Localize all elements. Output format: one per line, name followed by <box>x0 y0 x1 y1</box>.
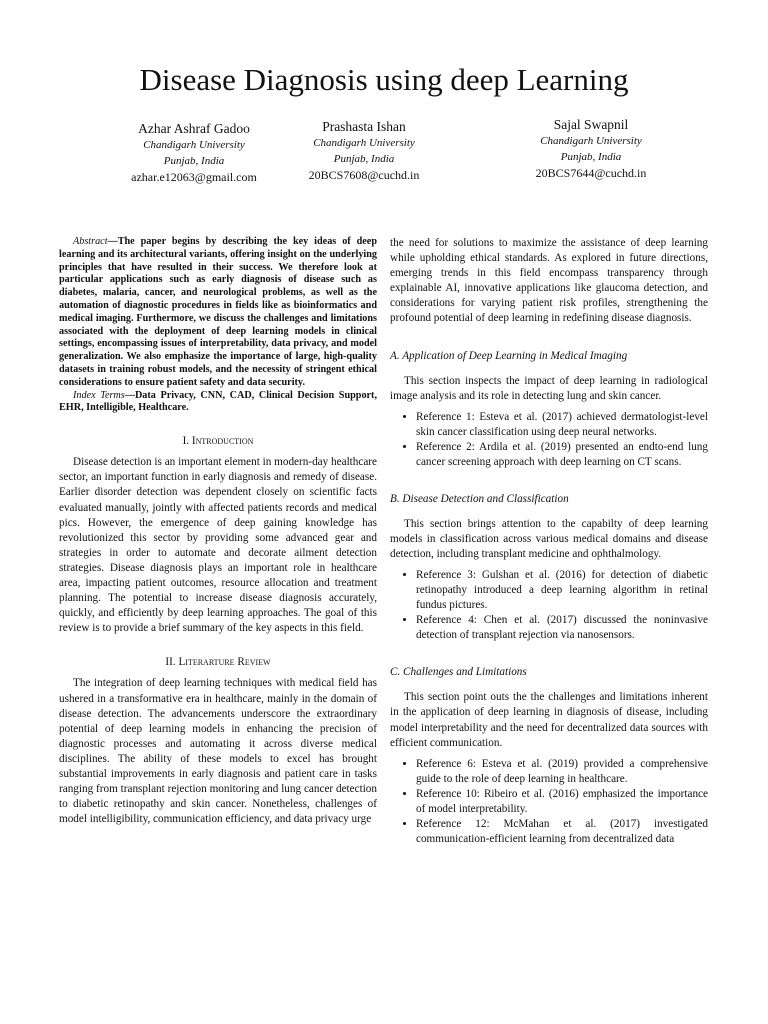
index-terms-label: Index Terms <box>73 389 125 401</box>
index-terms <box>59 390 377 416</box>
list-item: • Reference 10: Ribeiro et al. (2016) emphasized the importance of model interpretability. <box>416 787 708 817</box>
author-location: Punjab, India <box>560 151 622 163</box>
index-terms-text: —Data Privacy, CNN, CAD, Clinical Decision Support, EHR, Intelligible, Healthcare. <box>59 389 378 414</box>
author-block <box>491 117 691 181</box>
list-item: • Reference 4: Chen et al. (2017) discussed the noninvasive detection of transplant rejection via nanosensors. <box>416 613 708 643</box>
author-email: azhar.e12063@gmail.com <box>131 170 257 184</box>
author-name: Azhar Ashraf Gadoo <box>138 121 250 136</box>
subsection-b-paragraph: This section brings attention to the capabilty of deep learning models in classification across various medical domains and disease detection, including transplant medicine and ophthalmology. <box>390 517 708 561</box>
author-name: Prashasta Ishan <box>322 119 406 134</box>
author-location: Punjab, India <box>333 153 395 165</box>
section-title: Literarture Review <box>178 656 271 669</box>
subsection-a-paragraph: This section inspects the impact of deep learning in radiological image analysis and its role in detecting lung and skin cancer. <box>390 374 708 402</box>
author-university: Chandigarh University <box>540 135 642 147</box>
list-item: • Reference 1: Esteva et al. (2017) achieved dermatologist-level skin cancer classification using deep neural networks. <box>416 410 708 440</box>
subsection-heading-b: B. Disease Detection and Classification <box>390 492 569 505</box>
author-email: 20BCS7644@cuchd.in <box>535 166 647 180</box>
right-column <box>390 236 708 847</box>
list-item: • Reference 12: McMahan et al. (2017) investigated communication-efficient learning from decentralized data <box>416 817 708 847</box>
abstract-text: —The paper begins by describing the key ideas of deep learning and its architectural variants, offering insight on the underlying principles that have resulted in their success. We therefore look at particular applications such as early diagnosis of disease such as diabetes, malaria, cancer, and neurological problems, as well as the automation of diagnostic procedures in fields like as bioinformatics and medical imaging. Furthermore, we discuss the challenges and limitations associated with the deployment of deep learning models in clinical settings, encompassing issues of interpretability, data privacy, and model generalization. We also emphasize the importance of large, high-quality datasets in training robust models, and the necessity of stringent ethical considerations to ensure patient safety and data security. <box>59 236 377 388</box>
abstract <box>59 236 377 390</box>
subsection-b-list <box>390 568 708 643</box>
subsection-heading-c: C. Challenges and Limitations <box>390 666 527 679</box>
author-university: Chandigarh University <box>313 137 415 149</box>
list-item: • Reference 3: Gulshan et al. (2016) for detection of diabetic retinopathy introduced a deep learning algorithm in retinal fundus pictures. <box>416 568 708 613</box>
paper-title: Disease Diagnosis using deep Learning <box>139 62 629 97</box>
subsection-c-list <box>390 757 708 847</box>
subsection-a-list <box>390 410 708 470</box>
list-item: • Reference 6: Esteva et al. (2019) provided a comprehensive guide to the role of deep learning in healthcare. <box>416 757 708 787</box>
author-location: Punjab, India <box>163 155 225 167</box>
left-column <box>59 236 377 827</box>
author-university: Chandigarh University <box>143 139 245 151</box>
section-number: I. <box>182 435 190 448</box>
section-number: II. <box>165 656 176 669</box>
review-paragraph: The integration of deep learning techniques with medical field has ushered in a transformative era in healthcare, mainly in the domain of disease detection. The advancements underscore the extraordinary potential of deep learning models in enhancing the precision of diagnostic processes and automating it across diverse medical disciplines. The ability of these models to excel has brought substantial improvements in early diagnosis and patient care in tasks ranging from transplant rejection monitoring and lung cancer detection to diabetic retinopathy and skin cancer. Nonetheless, challenges of model intelligibility, communication efficiency, and data privacy urge <box>59 677 377 826</box>
author-block <box>264 119 464 183</box>
subsection-heading-a: A. Application of Deep Learning in Medical Imaging <box>390 349 628 362</box>
introduction-paragraph: Disease detection is an important element in modern-day healthcare sector, an important function in early diagnosis and remedy of disease. Earlier disorder detection was dependent closely on scientific facts evaluated manually, jointly with affected patients records and medical pics. However, the emergence of deep gaining knowledge has revolutionized this sector by providing some advanced gear and strategies in order to automate and decorate ailment detection strategies. Disease diagnosis plays an important role in healthcare area, impacting patient outcomes, resource allocation and treatment planning. The potential to increase disease diagnosis accurately, quickly, and efficiently by deep learning approaches. The goal of this review is to provide a brief summary of the key aspects in this field. <box>59 456 377 635</box>
author-email: 20BCS7608@cuchd.in <box>308 168 420 182</box>
section-heading-introduction <box>59 434 377 449</box>
list-item: • Reference 2: Ardila et al. (2019) presented an endto-end lung cancer screening approach with deep learning on CT scans. <box>416 440 708 470</box>
section-heading-literature-review <box>59 655 377 670</box>
section-title: Introduction <box>191 435 254 448</box>
subsection-c-paragraph: This section point outs the the challenges and limitations inherent in the application of deep learning in diagnosis of disease, including model interpretability and the need for decentralized data sources with efficient communication. <box>390 691 708 749</box>
review-paragraph-continued: the need for solutions to maximize the assistance of deep learning while upholding ethical standards. As explored in future directions, emerging trends in this field encompass transparency through explainable AI, innovative applications like glaucoma detection, and considerations for varying patient risk profiles, strengthening the profound potential of deep learning in redefining disease diagnosis. <box>390 237 708 325</box>
author-name: Sajal Swapnil <box>553 117 629 132</box>
abstract-label: Abstract <box>73 236 108 247</box>
